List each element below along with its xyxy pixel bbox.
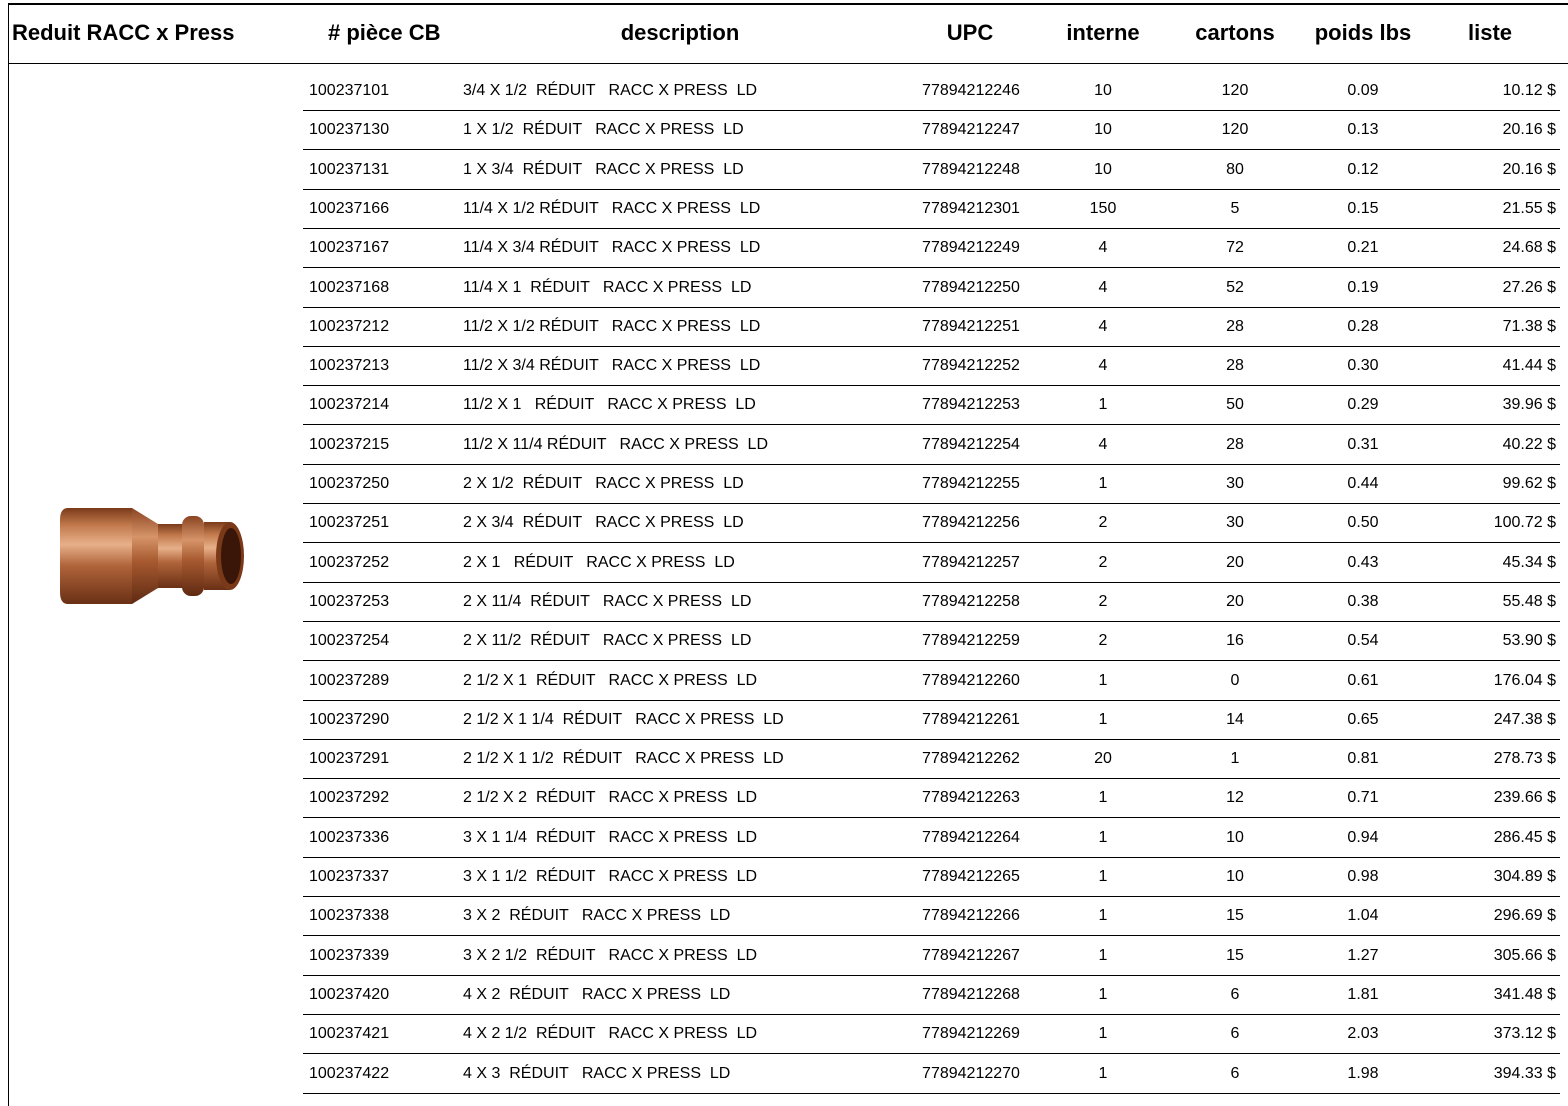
table-row bbox=[0, 779, 1568, 818]
interne-cell: 4 bbox=[1098, 239, 1108, 257]
poids-cell: 0.38 bbox=[1347, 592, 1379, 610]
description-cell: 11/4 X 1 RÉDUIT RACC X PRESS LD bbox=[463, 278, 752, 296]
table-row bbox=[0, 426, 1568, 465]
upc-cell: 77894212255 bbox=[922, 475, 1020, 492]
description-cell: 11/2 X 11/4 RÉDUIT RACC X PRESS LD bbox=[463, 435, 768, 453]
cartons-cell: 50 bbox=[1226, 396, 1244, 414]
cartons-cell: 28 bbox=[1226, 357, 1244, 375]
poids-cell: 2.03 bbox=[1347, 1025, 1379, 1043]
poids-cell: 0.13 bbox=[1347, 121, 1379, 139]
liste-price-cell: 394.33 $ bbox=[1493, 1064, 1556, 1082]
cartons-cell: 20 bbox=[1226, 592, 1244, 610]
liste-price-cell: 286.45 $ bbox=[1493, 828, 1556, 846]
piece-number-cell: 100237212 bbox=[309, 317, 390, 335]
cartons-cell: 20 bbox=[1226, 553, 1244, 571]
piece-number-cell: 100237292 bbox=[309, 789, 390, 807]
liste-price-cell: 10.12 $ bbox=[1502, 82, 1556, 99]
table-row bbox=[0, 1015, 1568, 1054]
interne-cell: 1 bbox=[1098, 710, 1108, 728]
table-row bbox=[0, 111, 1568, 150]
poids-cell: 0.29 bbox=[1347, 396, 1379, 414]
piece-number-cell: 100237131 bbox=[309, 160, 390, 178]
column-header-description: description bbox=[620, 20, 740, 45]
upc-cell: 77894212265 bbox=[922, 868, 1020, 885]
table-row bbox=[0, 897, 1568, 936]
description-cell: 11/2 X 1 RÉDUIT RACC X PRESS LD bbox=[463, 396, 756, 414]
interne-cell: 1 bbox=[1098, 671, 1108, 689]
poids-cell: 0.65 bbox=[1347, 710, 1379, 728]
table-row bbox=[0, 465, 1568, 504]
interne-cell: 1 bbox=[1098, 946, 1108, 964]
interne-cell: 150 bbox=[1089, 199, 1117, 217]
upc-cell: 77894212262 bbox=[922, 750, 1020, 768]
interne-cell: 4 bbox=[1098, 435, 1108, 453]
piece-number-cell: 100237251 bbox=[309, 514, 390, 532]
description-cell: 1 X 1/2 RÉDUIT RACC X PRESS LD bbox=[463, 121, 744, 139]
liste-price-cell: 21.55 $ bbox=[1502, 199, 1556, 217]
interne-cell: 10 bbox=[1094, 160, 1112, 178]
cartons-cell: 120 bbox=[1221, 121, 1249, 139]
cartons-cell: 80 bbox=[1226, 160, 1244, 178]
description-cell: 11/4 X 3/4 RÉDUIT RACC X PRESS LD bbox=[463, 239, 761, 257]
poids-cell: 0.81 bbox=[1347, 750, 1379, 768]
cartons-cell: 14 bbox=[1226, 710, 1244, 728]
cartons-cell: 16 bbox=[1226, 632, 1244, 650]
interne-cell: 20 bbox=[1094, 750, 1112, 768]
table-row bbox=[0, 347, 1568, 386]
column-header-cartons: cartons bbox=[1195, 20, 1275, 45]
upc-cell: 77894212254 bbox=[922, 435, 1020, 453]
cartons-cell: 120 bbox=[1221, 82, 1249, 99]
upc-cell: 77894212266 bbox=[922, 907, 1020, 925]
liste-price-cell: 27.26 $ bbox=[1502, 278, 1556, 296]
interne-cell: 1 bbox=[1098, 396, 1108, 414]
liste-price-cell: 24.68 $ bbox=[1502, 239, 1556, 257]
cartons-cell: 10 bbox=[1226, 828, 1244, 846]
description-cell: 4 X 3 RÉDUIT RACC X PRESS LD bbox=[463, 1064, 731, 1082]
description-cell: 2 1/2 X 2 RÉDUIT RACC X PRESS LD bbox=[463, 789, 758, 807]
description-cell: 2 1/2 X 1 1/4 RÉDUIT RACC X PRESS LD bbox=[463, 710, 784, 728]
interne-cell: 4 bbox=[1098, 357, 1108, 375]
description-cell: 4 X 2 RÉDUIT RACC X PRESS LD bbox=[463, 985, 731, 1003]
column-header-piece: # pièce CB bbox=[328, 20, 441, 45]
cartons-cell: 6 bbox=[1230, 985, 1240, 1003]
description-cell: 2 X 11/2 RÉDUIT RACC X PRESS LD bbox=[463, 632, 752, 650]
description-cell: 2 1/2 X 1 RÉDUIT RACC X PRESS LD bbox=[463, 671, 758, 689]
header-divider bbox=[8, 63, 1568, 64]
table-row bbox=[0, 740, 1568, 779]
upc-cell: 77894212259 bbox=[922, 632, 1020, 650]
upc-cell: 77894212257 bbox=[922, 553, 1020, 571]
poids-cell: 0.54 bbox=[1347, 632, 1379, 650]
interne-cell: 2 bbox=[1098, 592, 1108, 610]
column-header-upc: UPC bbox=[946, 20, 994, 45]
piece-number-cell: 100237213 bbox=[309, 357, 390, 375]
table-row bbox=[0, 72, 1568, 111]
upc-cell: 77894212264 bbox=[922, 828, 1020, 846]
piece-number-cell: 100237289 bbox=[309, 671, 390, 689]
table-row bbox=[0, 583, 1568, 622]
poids-cell: 0.98 bbox=[1347, 868, 1379, 885]
table-row bbox=[0, 544, 1568, 583]
description-cell: 11/4 X 1/2 RÉDUIT RACC X PRESS LD bbox=[463, 199, 761, 217]
piece-number-cell: 100237339 bbox=[309, 946, 390, 964]
poids-cell: 0.61 bbox=[1347, 671, 1379, 689]
cartons-cell: 30 bbox=[1226, 475, 1244, 492]
poids-cell: 1.04 bbox=[1347, 907, 1379, 925]
upc-cell: 77894212246 bbox=[922, 82, 1020, 99]
cartons-cell: 15 bbox=[1226, 946, 1244, 964]
liste-price-cell: 296.69 $ bbox=[1493, 907, 1556, 925]
poids-cell: 0.71 bbox=[1347, 789, 1379, 807]
piece-number-cell: 100237168 bbox=[309, 278, 390, 296]
poids-cell: 0.12 bbox=[1347, 160, 1379, 178]
cartons-cell: 52 bbox=[1226, 278, 1244, 296]
interne-cell: 1 bbox=[1098, 907, 1108, 925]
cartons-cell: 10 bbox=[1226, 868, 1244, 885]
upc-cell: 77894212260 bbox=[922, 671, 1020, 689]
row-divider bbox=[303, 1093, 1560, 1094]
cartons-cell: 30 bbox=[1226, 514, 1244, 532]
table-row bbox=[0, 229, 1568, 268]
poids-cell: 0.50 bbox=[1347, 514, 1379, 532]
liste-price-cell: 305.66 $ bbox=[1493, 946, 1556, 964]
upc-cell: 77894212252 bbox=[922, 357, 1020, 375]
cartons-cell: 28 bbox=[1226, 317, 1244, 335]
cartons-cell: 5 bbox=[1230, 199, 1240, 217]
upc-cell: 77894212249 bbox=[922, 239, 1020, 257]
table-row bbox=[0, 504, 1568, 543]
interne-cell: 1 bbox=[1098, 985, 1108, 1003]
description-cell: 3/4 X 1/2 RÉDUIT RACC X PRESS LD bbox=[463, 82, 758, 99]
cartons-cell: 72 bbox=[1226, 239, 1244, 257]
piece-number-cell: 100237337 bbox=[309, 868, 390, 885]
description-cell: 2 X 3/4 RÉDUIT RACC X PRESS LD bbox=[463, 514, 744, 532]
piece-number-cell: 100237130 bbox=[309, 121, 390, 139]
upc-cell: 77894212269 bbox=[922, 1025, 1020, 1043]
poids-cell: 0.44 bbox=[1347, 475, 1379, 492]
table-row bbox=[0, 819, 1568, 858]
interne-cell: 4 bbox=[1098, 317, 1108, 335]
upc-cell: 77894212268 bbox=[922, 985, 1020, 1003]
description-cell: 4 X 2 1/2 RÉDUIT RACC X PRESS LD bbox=[463, 1025, 758, 1043]
upc-cell: 77894212247 bbox=[922, 121, 1020, 139]
poids-cell: 0.21 bbox=[1347, 239, 1379, 257]
cartons-cell: 28 bbox=[1226, 435, 1244, 453]
piece-number-cell: 100237166 bbox=[309, 199, 390, 217]
description-cell: 11/2 X 1/2 RÉDUIT RACC X PRESS LD bbox=[463, 317, 761, 335]
piece-number-cell: 100237421 bbox=[309, 1025, 390, 1043]
cartons-cell: 1 bbox=[1230, 750, 1240, 768]
upc-cell: 77894212267 bbox=[922, 946, 1020, 964]
cartons-cell: 0 bbox=[1230, 671, 1240, 689]
column-header-poids: poids lbs bbox=[1314, 20, 1412, 45]
liste-price-cell: 99.62 $ bbox=[1502, 475, 1556, 492]
cartons-cell: 6 bbox=[1230, 1064, 1240, 1082]
upc-cell: 77894212256 bbox=[922, 514, 1020, 532]
piece-number-cell: 100237253 bbox=[309, 592, 390, 610]
liste-price-cell: 39.96 $ bbox=[1502, 396, 1556, 414]
liste-price-cell: 45.34 $ bbox=[1502, 553, 1556, 571]
table-row bbox=[0, 151, 1568, 190]
table-row bbox=[0, 269, 1568, 308]
piece-number-cell: 100237338 bbox=[309, 907, 390, 925]
table-row bbox=[0, 622, 1568, 661]
table-row bbox=[0, 976, 1568, 1015]
poids-cell: 0.15 bbox=[1347, 199, 1379, 217]
cartons-cell: 6 bbox=[1230, 1025, 1240, 1043]
liste-price-cell: 239.66 $ bbox=[1493, 789, 1556, 807]
piece-number-cell: 100237254 bbox=[309, 632, 390, 650]
interne-cell: 1 bbox=[1098, 868, 1108, 885]
piece-number-cell: 100237215 bbox=[309, 435, 390, 453]
interne-cell: 1 bbox=[1098, 828, 1108, 846]
table-row bbox=[0, 662, 1568, 701]
poids-cell: 0.43 bbox=[1347, 553, 1379, 571]
description-cell: 2 1/2 X 1 1/2 RÉDUIT RACC X PRESS LD bbox=[463, 750, 784, 768]
description-cell: 3 X 2 1/2 RÉDUIT RACC X PRESS LD bbox=[463, 946, 758, 964]
interne-cell: 1 bbox=[1098, 789, 1108, 807]
poids-cell: 0.28 bbox=[1347, 317, 1379, 335]
table-row bbox=[0, 701, 1568, 740]
liste-price-cell: 71.38 $ bbox=[1502, 317, 1556, 335]
description-cell: 2 X 1/2 RÉDUIT RACC X PRESS LD bbox=[463, 475, 744, 492]
column-header-liste: liste bbox=[1467, 20, 1513, 45]
table-row bbox=[0, 937, 1568, 976]
poids-cell: 0.30 bbox=[1347, 357, 1379, 375]
liste-price-cell: 341.48 $ bbox=[1493, 985, 1556, 1003]
description-cell: 2 X 1 RÉDUIT RACC X PRESS LD bbox=[463, 553, 735, 571]
liste-price-cell: 20.16 $ bbox=[1502, 121, 1556, 139]
table-row bbox=[0, 308, 1568, 347]
upc-cell: 77894212250 bbox=[922, 278, 1020, 296]
interne-cell: 10 bbox=[1094, 82, 1112, 99]
table-header bbox=[0, 5, 1568, 63]
interne-cell: 2 bbox=[1098, 632, 1108, 650]
piece-number-cell: 100237252 bbox=[309, 553, 390, 571]
cartons-cell: 15 bbox=[1226, 907, 1244, 925]
liste-price-cell: 41.44 $ bbox=[1502, 357, 1556, 375]
interne-cell: 4 bbox=[1098, 278, 1108, 296]
interne-cell: 1 bbox=[1098, 1025, 1108, 1043]
cartons-cell: 12 bbox=[1226, 789, 1244, 807]
table-row bbox=[0, 190, 1568, 229]
description-cell: 1 X 3/4 RÉDUIT RACC X PRESS LD bbox=[463, 160, 744, 178]
upc-cell: 77894212263 bbox=[922, 789, 1020, 807]
interne-cell: 2 bbox=[1098, 514, 1108, 532]
liste-price-cell: 55.48 $ bbox=[1502, 592, 1556, 610]
poids-cell: 0.31 bbox=[1347, 435, 1379, 453]
piece-number-cell: 100237291 bbox=[309, 750, 390, 768]
poids-cell: 0.09 bbox=[1347, 82, 1379, 99]
liste-price-cell: 373.12 $ bbox=[1493, 1025, 1556, 1043]
piece-number-cell: 100237101 bbox=[309, 82, 390, 99]
poids-cell: 1.27 bbox=[1347, 946, 1379, 964]
piece-number-cell: 100237250 bbox=[309, 475, 390, 492]
liste-price-cell: 247.38 $ bbox=[1493, 710, 1556, 728]
piece-number-cell: 100237167 bbox=[309, 239, 390, 257]
liste-price-cell: 20.16 $ bbox=[1502, 160, 1556, 178]
interne-cell: 1 bbox=[1098, 1064, 1108, 1082]
description-cell: 3 X 1 1/4 RÉDUIT RACC X PRESS LD bbox=[463, 828, 758, 846]
upc-cell: 77894212253 bbox=[922, 396, 1020, 414]
table-row bbox=[0, 1055, 1568, 1094]
piece-number-cell: 100237336 bbox=[309, 828, 390, 846]
description-cell: 11/2 X 3/4 RÉDUIT RACC X PRESS LD bbox=[463, 357, 761, 375]
interne-cell: 2 bbox=[1098, 553, 1108, 571]
description-cell: 3 X 2 RÉDUIT RACC X PRESS LD bbox=[463, 907, 731, 925]
liste-price-cell: 278.73 $ bbox=[1493, 750, 1556, 768]
piece-number-cell: 100237290 bbox=[309, 710, 390, 728]
upc-cell: 77894212248 bbox=[922, 160, 1020, 178]
upc-cell: 77894212251 bbox=[922, 317, 1020, 335]
liste-price-cell: 100.72 $ bbox=[1493, 514, 1556, 532]
poids-cell: 0.94 bbox=[1347, 828, 1379, 846]
liste-price-cell: 304.89 $ bbox=[1493, 868, 1556, 885]
interne-cell: 1 bbox=[1098, 475, 1108, 492]
section-title: Reduit RACC x Press bbox=[12, 20, 235, 45]
poids-cell: 1.81 bbox=[1347, 985, 1379, 1003]
piece-number-cell: 100237420 bbox=[309, 985, 390, 1003]
piece-number-cell: 100237422 bbox=[309, 1064, 390, 1082]
interne-cell: 10 bbox=[1094, 121, 1112, 139]
poids-cell: 1.98 bbox=[1347, 1064, 1379, 1082]
upc-cell: 77894212270 bbox=[922, 1064, 1020, 1082]
piece-number-cell: 100237214 bbox=[309, 396, 390, 414]
table-row bbox=[0, 386, 1568, 425]
poids-cell: 0.19 bbox=[1347, 278, 1379, 296]
liste-price-cell: 40.22 $ bbox=[1502, 435, 1556, 453]
upc-cell: 77894212301 bbox=[922, 199, 1020, 217]
description-cell: 2 X 11/4 RÉDUIT RACC X PRESS LD bbox=[463, 592, 752, 610]
description-cell: 3 X 1 1/2 RÉDUIT RACC X PRESS LD bbox=[463, 868, 758, 885]
upc-cell: 77894212261 bbox=[922, 710, 1020, 728]
column-header-interne: interne bbox=[1066, 20, 1140, 45]
upc-cell: 77894212258 bbox=[922, 592, 1020, 610]
liste-price-cell: 176.04 $ bbox=[1493, 671, 1556, 689]
liste-price-cell: 53.90 $ bbox=[1502, 632, 1556, 650]
table-row bbox=[0, 858, 1568, 897]
